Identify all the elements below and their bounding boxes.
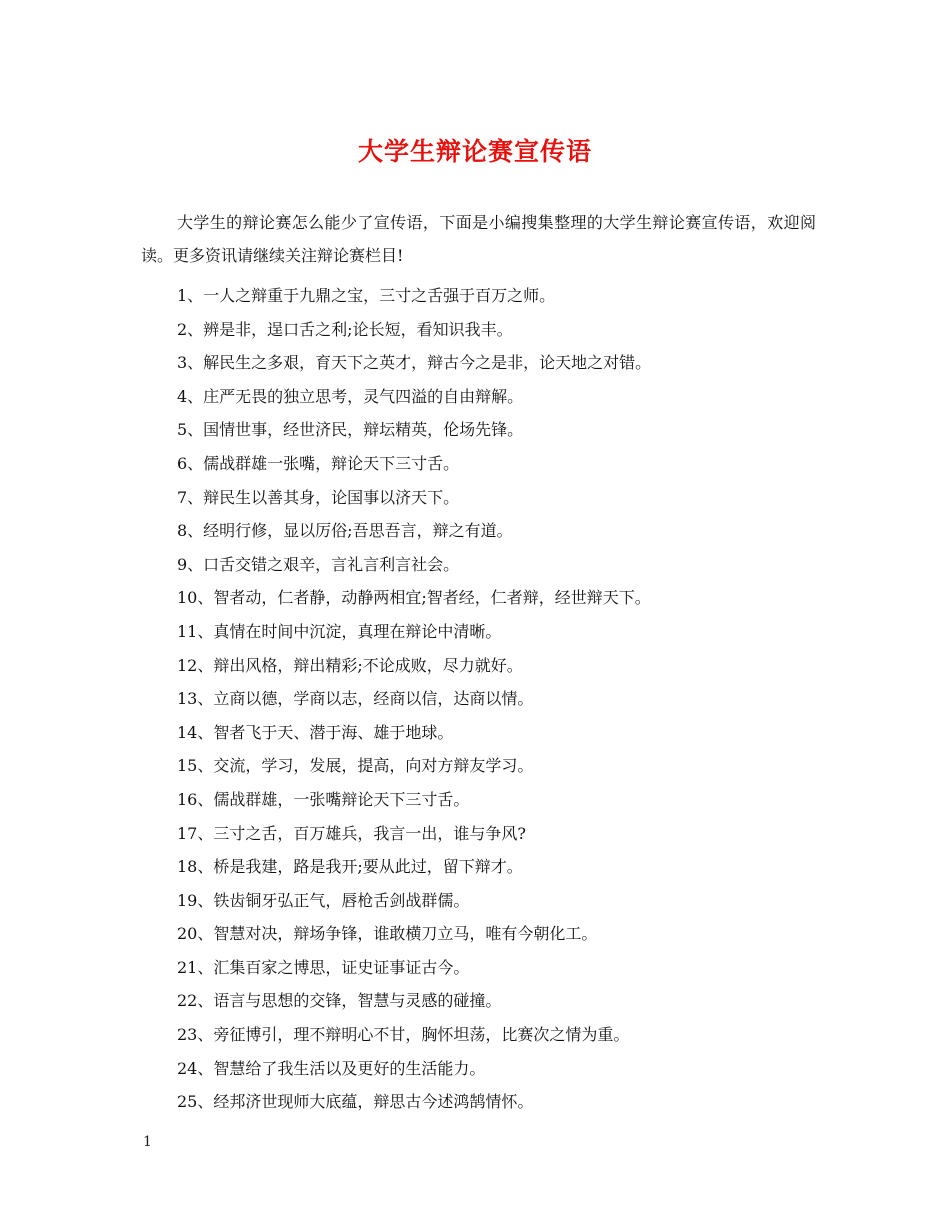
slogan-list [177, 279, 817, 1119]
list-item: 2、辨是非，逞口舌之利;论长短，看知识我丰。 [177, 319, 513, 339]
list-item: 7、辩民生以善其身，论国事以济天下。 [177, 487, 460, 507]
intro-paragraph: 大学生的辩论赛怎么能少了宣传语，下面是小编搜集整理的大学生辩论赛宣传语，欢迎阅读。更多资讯请继续关注辩论赛栏目! [141, 213, 816, 265]
list-item: 24、智慧给了我生活以及更好的生活能力。 [177, 1058, 486, 1078]
list-item: 19、铁齿铜牙弘正气，唇枪舌剑战群儒。 [177, 890, 470, 910]
list-item: 3、解民生之多艰，育天下之英才，辩古今之是非，论天地之对错。 [177, 353, 652, 373]
list-item: 23、旁征博引，理不辩明心不甘，胸怀坦荡，比赛次之情为重。 [177, 1025, 630, 1045]
list-item: 8、经明行修，显以厉俗;吾思吾言，辩之有道。 [177, 521, 513, 541]
list-item: 5、国情世事，经世济民，辩坛精英，伦场先锋。 [177, 420, 524, 440]
document-title: 大学生辩论赛宣传语 [357, 137, 592, 166]
list-item: 10、智者动，仁者静，动静两相宜;智者经，仁者辩，经世辩天下。 [177, 588, 651, 608]
list-item: 16、儒战群雄，一张嘴辩论天下三寸舌。 [177, 789, 470, 809]
list-item: 13、立商以德，学商以志，经商以信，达商以情。 [177, 689, 534, 709]
list-item: 9、口舌交错之艰辛，言礼言利言社会。 [177, 554, 460, 574]
page-number: 1 [143, 1134, 152, 1150]
list-item: 17、三寸之舌，百万雄兵，我言一出，谁与争风? [177, 823, 526, 843]
list-item: 11、真情在时间中沉淀，真理在辩论中清晰。 [177, 621, 502, 641]
list-item: 25、经邦济世现师大底蕴，辩思古今述鸿鹄情怀。 [177, 1092, 534, 1112]
list-item: 4、庄严无畏的独立思考，灵气四溢的自由辩解。 [177, 386, 524, 406]
list-item: 6、儒战群雄一张嘴，辩论天下三寸舌。 [177, 453, 460, 473]
list-item: 15、交流，学习，发展，提高，向对方辩友学习。 [177, 756, 534, 776]
list-item: 14、智者飞于天、潜于海、雄于地球。 [177, 722, 454, 742]
list-item: 21、汇集百家之博思，证史证事证古今。 [177, 957, 470, 977]
list-item: 12、辩出风格，辩出精彩;不论成败，尽力就好。 [177, 655, 523, 675]
list-item: 18、桥是我建，路是我开;要从此过，留下辩才。 [177, 857, 523, 877]
list-item: 20、智慧对决，辩场争锋，谁敢横刀立马，唯有今朝化工。 [177, 924, 598, 944]
list-item: 1、一人之辩重于九鼎之宝，三寸之舌强于百万之师。 [177, 286, 556, 305]
list-item: 22、语言与思想的交锋，智慧与灵感的碰撞。 [177, 991, 502, 1011]
